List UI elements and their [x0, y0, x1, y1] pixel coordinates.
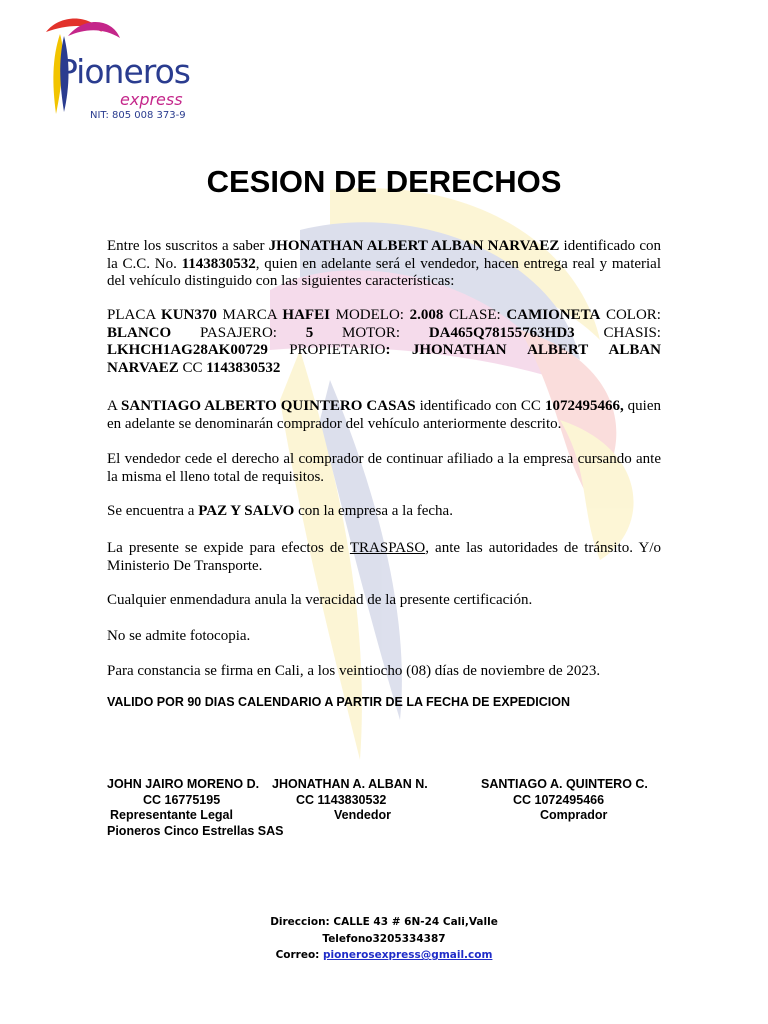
signature-role: Vendedor	[334, 808, 391, 822]
footer-address: Direccion: CALLE 43 # 6N-24 Cali,Valle	[270, 916, 498, 928]
vehicle-owner: JHONATHAN ALBERT ALBAN NARVAEZ	[107, 342, 661, 376]
paragraph-constancia: Para constancia se firma en Cali, a los veintiocho (08) días de noviembre de 2023.	[107, 663, 601, 679]
signature-cc: CC 16775195	[143, 792, 221, 807]
paz-y-salvo: PAZ Y SALVO	[198, 503, 295, 519]
footer-phone: Telefono3205334387	[322, 932, 446, 945]
paragraph-vehicle: PLACA KUN370 MARCA HAFEI MODELO: 2.008 CLASE: CAMIONETA COLOR: BLANCO PASAJERO: 5 MOTOR: DA465Q78155763HD3 CHASIS: LKHCH1AG28AK00729 PROPIETARIO: JHONATHAN ALBERT ALBAN NARVAEZ CC 1143830532	[107, 307, 661, 376]
footer-email-line: Correo: pionerosexpress@gmail.com	[275, 949, 493, 961]
validity-note: VALIDO POR 90 DIAS CALENDARIO A PARTIR DE LA FECHA DE EXPEDICION	[107, 695, 571, 709]
signature-block-representative	[107, 777, 283, 839]
buyer-cc: 1072495466,	[544, 398, 624, 414]
signature-org: Pioneros Cinco Estrellas SAS	[107, 823, 284, 838]
signature-role: Comprador	[540, 808, 608, 822]
email-link[interactable]: pionerosexpress@gmail.com	[323, 949, 493, 961]
company-logo	[40, 14, 210, 122]
seller-name: JHONATHAN ALBERT ALBAN NARVAEZ	[268, 238, 560, 254]
document-title: CESION DE DERECHOS	[206, 164, 562, 199]
signature-role: Representante Legal	[110, 808, 233, 822]
vehicle-placa: KUN370	[161, 307, 217, 323]
signature-name: JHONATHAN A. ALBAN N.	[272, 777, 428, 791]
signature-name: JOHN JAIRO MORENO D.	[107, 777, 260, 791]
paragraph-fotocopia: No se admite fotocopia.	[107, 628, 251, 644]
vehicle-clase: CAMIONETA	[506, 307, 601, 323]
footer	[0, 914, 768, 964]
seller-cc: 1143830532	[181, 255, 256, 272]
vehicle-chasis: LKHCH1AG28AK00729	[107, 342, 268, 358]
signature-block-seller	[272, 777, 428, 824]
buyer-name: SANTIAGO ALBERTO QUINTERO CASAS	[121, 398, 416, 414]
paragraph-buyer: A SANTIAGO ALBERTO QUINTERO CASAS identificado con CC 1072495466, quien en adelante se denominarán comprador del vehículo anteriormente descrito.	[107, 398, 662, 432]
paragraph-paz-y-salvo: Se encuentra a PAZ Y SALVO con la empresa a la fecha.	[107, 503, 453, 519]
logo-sub-text: express	[120, 90, 183, 109]
vehicle-pasajero: 5	[305, 324, 314, 341]
logo-nit: NIT: 805 008 373-9	[90, 110, 186, 121]
logo-brand-text: Pioneros	[58, 52, 190, 91]
traspaso-text: TRASPASO	[349, 540, 426, 556]
paragraph-cession: El vendedor cede el derecho al comprador de continuar afiliado a la empresa cursando ante la misma el lleno total de requisitos.	[107, 451, 661, 485]
vehicle-color: BLANCO	[107, 324, 172, 341]
vehicle-marca: HAFEI	[282, 307, 330, 323]
vehicle-owner-cc: 1143830532	[206, 359, 281, 376]
signature-cc: CC 1143830532	[296, 792, 387, 807]
paragraph-traspaso: La presente se expide para efectos de TRASPASO, ante las autoridades de tránsito. Y/o Ministerio De Transporte.	[107, 540, 661, 574]
paragraph-parties: Entre los suscritos a saber JHONATHAN ALBERT ALBAN NARVAEZ identificado con la C.C. No. 1143830532, quien en adelante será el vendedor, hacen entrega real y material del vehículo distinguido con las siguientes características:	[107, 238, 662, 289]
signature-cc: CC 1072495466	[513, 792, 605, 807]
signature-block-buyer	[481, 777, 648, 824]
paragraph-enmendadura: Cualquier enmendadura anula la veracidad de la presente certificación.	[107, 592, 533, 608]
vehicle-motor: DA465Q78155763HD3	[428, 324, 575, 341]
signature-name: SANTIAGO A. QUINTERO C.	[481, 777, 648, 791]
vehicle-modelo: 2.008	[409, 307, 444, 323]
